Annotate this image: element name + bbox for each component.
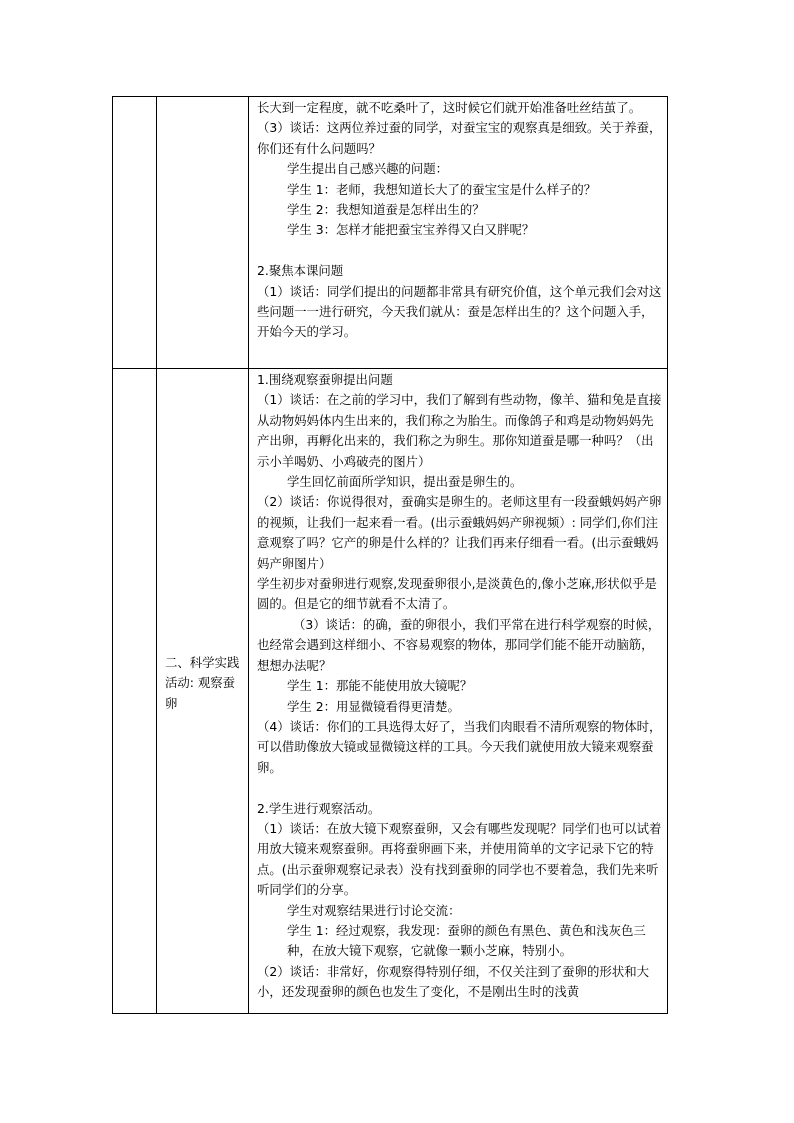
paragraph: 学生 2：我想知道蚕是怎样出生的？ xyxy=(287,202,485,218)
paragraph: （1）谈话：在放大镜下观察蚕卵，又会有哪些发现呢？同学们也可以试着用放大镜来观察蚕卵。再将蚕卵画下来，并使用简单的文字记录下它的特点。(出示蚕卵观察记录表）没有找到蚕卵的同学也不要着急，我们先来听听同学们的分享。 xyxy=(257,820,662,898)
lesson-plan-table xyxy=(112,96,668,1014)
paragraph: 学生初步对蚕卵进行观察,发现蚕卵很小,是淡黄色的,像小芝麻,形状似乎是圆的。但是它的细节就看不太清了。 xyxy=(257,576,657,612)
paragraph: （3）谈话：的确，蚕的卵很小，我们平常在进行科学观察的时候，也经常会遇到这样细小、不容易观察的物体，那同学们能不能开动脑筋，想想办法呢？ xyxy=(257,616,661,673)
stage-cell xyxy=(157,97,249,369)
blank-line xyxy=(257,778,662,798)
blank-cell xyxy=(113,97,157,369)
paragraph: （1）谈话：在之前的学习中，我们了解到有些动物，像羊、猫和兔是直接从动物妈妈体内生出来的，我们称之为胎生。而像鸽子和鸡是动物妈妈先产出卵，再孵化出来的，我们称之为卵生。那你知道蚕是哪一种吗？（出示小羊喝奶、小鸡破壳的图片） xyxy=(257,392,662,469)
blank-cell xyxy=(113,369,157,1014)
paragraph: 学生对观察结果进行讨论交流： xyxy=(287,902,461,918)
table-row xyxy=(113,369,668,1014)
stage-label: 二、科学实践活动: 观察蚕卵 xyxy=(165,655,240,711)
process-text xyxy=(249,369,667,1005)
content-cell xyxy=(249,369,668,1014)
blank-line xyxy=(257,241,662,261)
paragraph: 学生提出自己感兴趣的问题： xyxy=(287,161,449,177)
paragraph: 学生 1：经过观察，我发现：蚕卵的颜色有黑色、黄色和浅灰色三种，在放大镜下观察，它就像一颗小芝麻，特别小。 xyxy=(287,922,646,959)
paragraph: （4）谈话：你们的工具选得太好了，当我们肉眼看不清所观察的物体时，可以借助像放大镜或显微镜这样的工具。今天我们就使用放大镜来观察蚕卵。 xyxy=(257,718,662,775)
process-text xyxy=(249,97,667,345)
paragraph: 学生回忆前面所学知识，提出蚕是卵生的。 xyxy=(287,474,523,490)
paragraph: （2）谈话：非常好，你观察得特别仔细，不仅关注到了蚕卵的形状和大小，还发现蚕卵的颜色也发生了变化，不是刚出生时的浅黄 xyxy=(257,963,649,1000)
section-heading: 2.学生进行观察活动。 xyxy=(257,800,381,816)
paragraph: 学生 3：怎样才能把蚕宝宝养得又白又胖呢？ xyxy=(287,222,535,238)
paragraph: （2）谈话：你说得很对，蚕确实是卵生的。老师这里有一段蚕蛾妈妈产卵的视频，让我们一起来看一看。(出示蚕蛾妈妈产卵视频）: 同学们,你们注意观察了吗？它产的卵是什么样的？让我们再来仔细看一看。(出示蚕蛾妈妈产卵图片） xyxy=(257,494,662,571)
paragraph: 学生 1：老师，我想知道长大了的蚕宝宝是什么样子的？ xyxy=(287,181,597,197)
paragraph: 长大到一定程度，就不吃桑叶了，这时候它们就开始准备吐丝结茧了。 xyxy=(257,100,642,115)
section-heading: 1.围绕观察蚕卵提出问题 xyxy=(257,372,393,387)
section-heading: 2.聚焦本课问题 xyxy=(257,263,344,279)
stage-cell xyxy=(157,369,249,1014)
paragraph: 学生 2：用显微镜看得更清楚。 xyxy=(287,698,460,714)
paragraph: （1）谈话：同学们提出的问题都非常具有研究价值，这个单元我们会对这些问题一一进行研究，今天我们就从：蚕是怎样出生的？这个问题入手，开始今天的学习。 xyxy=(257,283,662,340)
table-row xyxy=(113,97,668,369)
paragraph: 学生 1：那能不能使用放大镜呢？ xyxy=(287,678,473,694)
paragraph: （3）谈话：这两位养过蚕的同学，对蚕宝宝的观察真是细致。关于养蚕，你们还有什么问题吗？ xyxy=(257,120,662,156)
content-cell xyxy=(249,97,668,369)
